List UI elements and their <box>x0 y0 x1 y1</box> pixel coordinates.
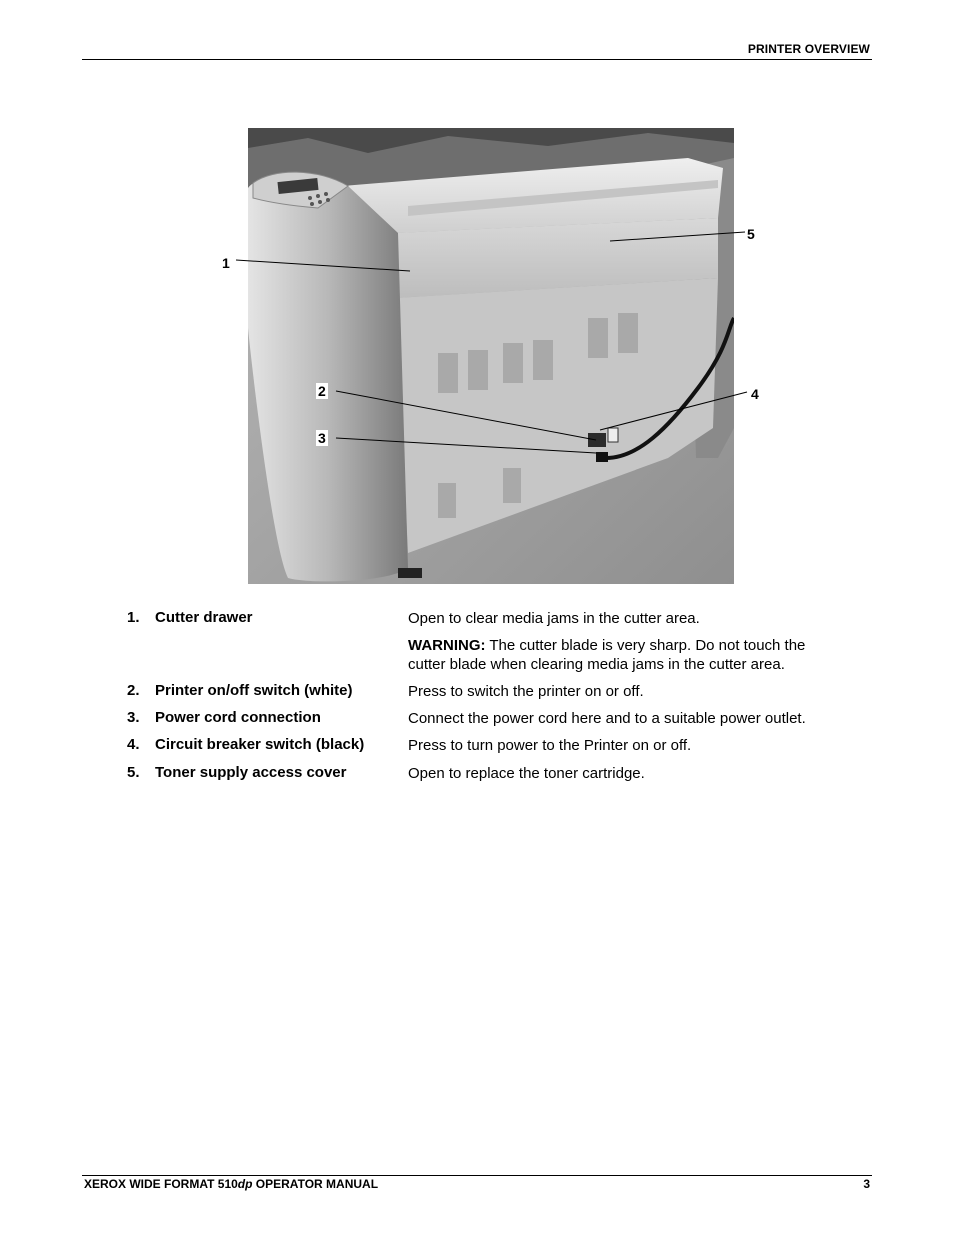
legend-item-term: Circuit breaker switch (black) <box>155 736 365 753</box>
legend-item-description: Open to replace the toner cartridge. <box>408 765 645 782</box>
legend-item <box>127 609 847 682</box>
callout-5: 5 <box>747 226 755 242</box>
page-number: 3 <box>863 1177 870 1191</box>
manual-title-suffix: OPERATOR MANUAL <box>252 1177 379 1191</box>
legend-item-term: Power cord connection <box>155 709 321 726</box>
manual-title <box>84 1177 378 1191</box>
warning-text: The cutter blade is very sharp. Do not touch the cutter blade when clearing media jams in the cutter area. <box>408 637 806 673</box>
legend-item-description: Press to switch the printer on or off. <box>408 683 644 700</box>
legend-item <box>127 682 847 709</box>
manual-title-model-suffix: dp <box>237 1177 253 1191</box>
printer-illustration <box>248 128 734 584</box>
component-legend <box>127 609 847 786</box>
legend-item-term: Cutter drawer <box>155 609 253 626</box>
footer-rule <box>82 1175 872 1176</box>
manual-title-prefix: XEROX WIDE FORMAT 510 <box>84 1177 238 1191</box>
legend-item-number: 1. <box>127 609 140 626</box>
printer-photo <box>248 128 734 584</box>
callout-1: 1 <box>222 255 230 271</box>
legend-item-description: Press to turn power to the Printer on or off. <box>408 737 692 754</box>
callout-3: 3 <box>318 430 326 446</box>
callout-2: 2 <box>318 383 326 399</box>
legend-item-term: Toner supply access cover <box>155 764 347 781</box>
legend-item-term: Printer on/off switch (white) <box>155 682 353 699</box>
legend-item-number: 2. <box>127 682 140 699</box>
legend-item <box>127 736 847 764</box>
legend-item-number: 3. <box>127 709 140 726</box>
legend-item-description: Connect the power cord here and to a suitable power outlet. <box>408 710 806 727</box>
warning-note <box>408 636 847 674</box>
legend-item-number: 4. <box>127 736 140 753</box>
legend-item <box>127 709 847 736</box>
callout-4: 4 <box>751 386 759 402</box>
warning-label: WARNING: <box>408 637 486 654</box>
header-rule <box>82 59 872 60</box>
legend-item-description: Open to clear media jams in the cutter area. <box>408 610 700 627</box>
section-title: PRINTER OVERVIEW <box>747 42 870 56</box>
legend-item <box>127 764 847 786</box>
legend-item-number: 5. <box>127 764 140 781</box>
